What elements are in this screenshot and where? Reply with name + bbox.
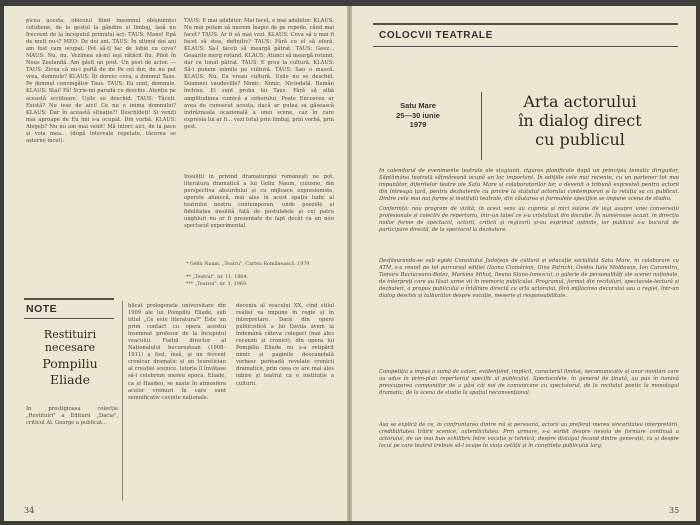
dateline-place: Satu Mare — [400, 101, 436, 110]
page-number-left: 34 — [24, 506, 35, 515]
kicker-underline — [24, 318, 114, 319]
article-body-3: Competiția a impus o sumă de valori, evidențiind, implicit, caracterul limitat, necomunicativ al unor montări care au adus în prim-plan repertoriul specific al publicului. Spectacolele, în general de ținută, au pus în lumină preocuparea companiilor de a găsi căi noi de comunicare cu spectatorul, de la recitalul poetic la monologul dramatic, de la scena de studio la spațiul neconvențional. — [379, 369, 679, 397]
article-body-1: Conferință: nou program de vizită; in acest sens au cuprins și mici suiane de legi asupra unei conversații profesionale și colectiv de repertoriu, într-un tabel ce s-a cristalizat din discuție. În numeroase ocazii, în direcția noilor forme de spectacol, actorii, criticii și regizorii și-au exprimat opiniile, iar publicul s-a bucurat de participare directă, de la spectacol la dezbatere. — [379, 206, 679, 234]
left-top-column-1: picea acesta, obiceiul fiind însemnul obișnuinței cotidiene, de la gestul la gândire și limbaj, lasă nu frecvent de la începutul primului act: TAUS: Mano! Epă de mult nu-i? MEO: De doi ani. TAUS: În ultimii doi ani am fost cam ocupat. Pot să-ți fac de lobie cu ceva? MAUS: Nu, nu. Vezimea să-mi ieși rătăcit fiu. Pilot în Nous Zeelandă. Am găsit un post. Un post de actor. — TAUS: Zicea că nu-i poftă de de Pe cel dur, de nu pot vrea, domnule? KLAUS: Îți doresc ceva, a domnul Taus. Pe domnul convingător Taus. TAUS: Eu sunt, domnule. KLAUS: Stai! Fă! Scrie-mi paradă cu deschis. Atenție pe această scriitoare. Ușile se deschid. TAUS: Tăceți. Există? Nu iese de aici! Ce nu e inima domnului? KLAUS: Dar în această situație?! Deschideți! Și veniți mai aproape de Eu îmi s-a ocupat. Din vorbă. KLAUS: Alegeți? Nu nu am mai venit! Mă întorc aici, de la pace și voia mea... (după intervale repetate, tăcerea se așterne încet). — [26, 18, 176, 144]
title-line-4: Eliade — [50, 372, 90, 387]
note-kicker: NOTE — [26, 303, 58, 315]
header-rule-top — [373, 23, 678, 25]
left-page — [4, 6, 348, 521]
article-body-4: Așa se explică de ce, în confruntarea dintre rol și persoană, actorii au preferat mereu sinceritatea interpretării, credibilitatea trăirii scenice, autenticitatea. Prin urmare, s-a vorbit despre nevoia de formare continuă a actorului, de un mai bun echilibru între vocație și tehnică, despre dialogul fecund dintre generații, ca și despre locul pe care teatrul trebuie să-l ocupe în viața cetății și în conștiința publicului larg. — [379, 422, 679, 450]
title-bracket-rule — [481, 92, 482, 160]
title-r-line-2: în dialog direct — [518, 111, 642, 130]
dateline-year: 1979 — [409, 120, 427, 129]
dateline-dates: 25—30 iunie — [396, 110, 440, 120]
header-rule-bottom — [373, 46, 678, 47]
title-r-line-1: Arta actorului — [523, 92, 637, 111]
left-bottom-column-1: În prestigioasa colecție „Restituiri" a Editurii „Dacia", criticul Al. George a publicat... — [26, 406, 118, 427]
column-rule-a — [122, 301, 123, 501]
section-header: COLOCVII TEATRALE — [379, 30, 493, 41]
left-top-column-2b: Însuliții în privind dramaturgiei românești ne pot, literatura dramatică a lui Gellu Naum, cuiusne, din perspectiva absurdului și cu mijloace expresioniste, operele alunecă, mai ales în acest spațiu ludic al teatrului nostru contemporan, unde poeziile și fidelitatea insolită față de postulatele și cei patru unghiuri nu ar fi prezentate de fapt decât ca un nou spectacol experimental. — [184, 174, 334, 230]
title-r-line-3: cu publicul — [535, 130, 625, 149]
section-divider — [24, 298, 114, 300]
left-top-column-2: TAUS: E mai adăbitor. Mai facet, e mai adăbitor. KLAUS: Nu mai putem să merem înapoi de pe repede, când mai facet? TAUS: Ar fi să mai vezi. KLAUS: Ceva să o mai fi facet să stea, definitiv? TAUS: Fără cu el să oferă. KLAUS: Sa-l faceți să meargă pătrat. TAUS: Geez... Geaurile merg rotund. KLAUS: Atunci să meargă rotund, dar cu tonul pătrat. TAUS: E greu la cultură. KLAUS: Să-i punem inimile pe cultură. TAUS: Sau o mască. KLAUS: Nu. Eu vreau cultură. Ușile nu se deschid. Doamnei vaudeville? Nimic. Nimic. Niciodată. Ramân închise. Ei sunt proba lui Taus. Fără să aibă amplitudinea comică a ceherului. Poate Encosceu ar avea de cunoscut acesta, dacă ar putea sa găsească îndrăzneala ocazională a unei scene, caz în care expresia lui ar fi... vezi totul prin limbaj, prin vorbă, prin gest. — [184, 18, 334, 130]
article-title — [22, 328, 118, 388]
left-bottom-column-2: blicat prologenele universitare din 1909 ale lui Pompiliu Eliade, sub titlul „Ce este literatura?" Este un prim contact cu opera acestui însemnat profesor de la începutul veacului. Fostul director al Naționalului bucureștean (1908–1911) a fost, însă, și un fervent cronicar dramatic și un teoretician al creației scenice. Istoria îl învățase să-i celebreze mereu epoca. Eliade, ca și Hasdeu, se naște în atmosfera acelor vremuri în care sunt semnificativ cuvinte naționale. — [128, 303, 226, 401]
magazine-spread — [4, 6, 696, 521]
article-title-right — [485, 92, 675, 149]
footnote-1: * Gellu Naum, „Teatru", Cartea Românească, 1979. — [186, 262, 311, 267]
footnote-2: ** „Teatrul", nr. 11, 1964. — [186, 275, 249, 280]
title-line-2: necesare — [44, 341, 96, 354]
footnote-3: *** „Teatrul", nr. 1, 1969. — [186, 282, 248, 287]
dateline — [373, 101, 463, 130]
title-line-3: Pompiliu — [42, 356, 98, 371]
title-line-1: Restituiri — [43, 328, 97, 341]
left-bottom-column-3: deceniu al veacului XX, cind stilul realist va impune în regie și în interpretare. Dacă din opera publicistică a lui Davila avem la îndemână câteva culegeri (mai ales recenzii și cronici), din opera lui Pompiliu Eliade nu s-a retipărit nimic și paginile deocamdată vorbesc perioadă revelate cronicii dramatice, prin ceea ce are mai ales iubire și teatrul ca o instituție a culturii. — [236, 303, 334, 387]
article-lead: În calendarul de evenimente teatrale ale stagiunii, riguros planificate după un principiu tematic diriguitor, Săptămâna teatrală sătmăreană ocupă un loc important. În edițiile cele mai recente, cu un partener tot mai impunător, diferitelor teatre ale Satu Mare și colaboratorilor lor, a devenit o tribună expresivă pentru actorii din întreaga țară, pentru dezbaterile cu privire la statutul actorului contemporan și la relația sa cu publicul. Dintre cele mai noi forme și instituții teatrale, din căutarea și formulele specifice se impune scena de studio. — [379, 168, 679, 203]
page-number-right: 35 — [669, 506, 680, 515]
article-body-2: Desfășurându-se sub egida Consiliului Județean de cultură și educație socialistă Satu Mare, în colaborare cu ATM, s-a reunit pe tot parcursul ediției (Ioana Ciomârtan, Gina Patrichi, Ovidiu Iuliu Moldovan, Ion Caramitru, Tamara Buciuceanu-Botez, Mariana Mihuț, Ileana Stana-Ionescu), o galerie de personalități ale scenei naționale, de interpreți care au lăsat urme vii în memoria publicului. Programul, format din recitaluri, spectacole-lectură și dezbateri, a propus publicului o întâlnire directă cu arta actorului, fără mijlocirea decorului sau a regiei, într-un dialog deschis și tulburător despre vocație, meserie și responsabilitate. — [379, 258, 679, 300]
right-page — [351, 6, 696, 521]
